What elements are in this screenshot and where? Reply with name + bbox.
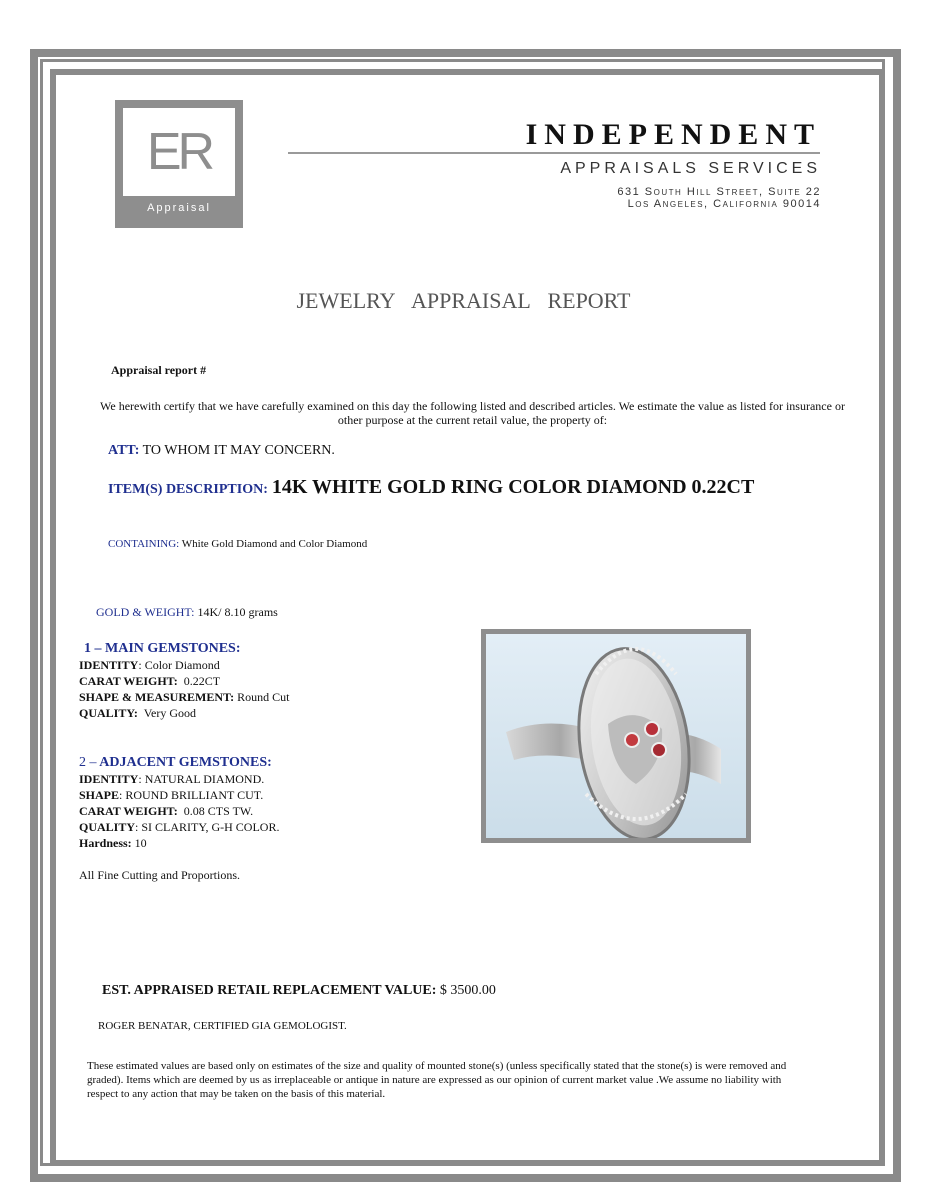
adjacent-carat: CARAT WEIGHT: 0.08 CTS TW. xyxy=(79,804,254,818)
adjacent-hardness: Hardness: 10 xyxy=(79,836,147,850)
gold-weight-label: GOLD & WEIGHT: xyxy=(96,605,195,619)
adjacent-quality: QUALITY: SI CLARITY, G-H COLOR. xyxy=(79,820,280,834)
adjacent-gemstones-heading: 2 – ADJACENT GEMSTONES: xyxy=(79,755,272,770)
main-quality: QUALITY: Very Good xyxy=(79,706,197,720)
item-description-label: ITEM(S) DESCRIPTION: xyxy=(108,482,268,497)
adjacent-shape: SHAPE: ROUND BRILLIANT CUT. xyxy=(79,788,264,802)
estimated-value-line xyxy=(102,983,496,999)
main-gemstones-heading: 1 – MAIN GEMSTONES: xyxy=(84,641,241,656)
gold-weight-line xyxy=(96,605,278,620)
address-line-2: Los Angeles, California 90014 xyxy=(627,198,821,210)
containing-label: CONTAINING: xyxy=(108,538,180,550)
main-carat: CARAT WEIGHT: 0.22CT xyxy=(79,674,221,688)
disclaimer-text: These estimated values are based only on estimates of the size and quality of mounted stone(s) (unless specifically stated that the stone(s) is were removed and graded). Items which are deemed by us as irreplaceable or antique in nature are expressed as our opinion of current market value .We assume no liability with respect to any action that may be taken on the basis of this material. xyxy=(87,1060,787,1100)
main-shape: SHAPE & MEASUREMENT: Round Cut xyxy=(79,690,290,704)
estimated-value: $ 3500.00 xyxy=(439,983,496,998)
main-identity: IDENTITY: Color Diamond xyxy=(79,658,220,672)
company-name: INDEPENDENT xyxy=(525,118,821,151)
logo-word: Appraisal xyxy=(123,196,235,220)
estimated-value-label: EST. APPRAISED RETAIL REPLACEMENT VALUE: xyxy=(102,983,437,998)
gold-weight-value: 14K/ 8.10 grams xyxy=(197,605,278,619)
att-label: ATT: xyxy=(108,443,140,458)
ring-photo xyxy=(481,629,751,843)
containing-value: White Gold Diamond and Color Diamond xyxy=(181,538,368,550)
report-number-label: Appraisal report # xyxy=(111,363,207,377)
containing-line xyxy=(108,538,367,550)
company-address xyxy=(617,186,821,210)
item-description xyxy=(108,476,754,499)
logo-mark: ER xyxy=(146,123,212,181)
company-subtitle: APPRAISALS SERVICES xyxy=(560,160,821,177)
adjacent-identity: IDENTITY: NATURAL DIAMOND. xyxy=(79,772,265,786)
adjacent-gemstones-section xyxy=(79,755,279,851)
certification-text: We herewith certify that we have carefully examined on this day the following listed and described articles. We estimate the value as listed for insurance or other purpose at the current retail value, the property of: xyxy=(100,399,845,427)
main-gemstones-section xyxy=(79,641,289,721)
item-description-value: 14K WHITE GOLD RING COLOR DIAMOND 0.22CT xyxy=(271,476,755,498)
report-title: JEWELRY APPRAISAL REPORT xyxy=(296,288,631,313)
fine-cutting-note: All Fine Cutting and Proportions. xyxy=(79,868,241,882)
gemologist-signature-line: ROGER BENATAR, CERTIFIED GIA GEMOLOGIST. xyxy=(98,1020,347,1032)
er-appraisal-logo xyxy=(115,100,243,228)
att-value: TO WHOM IT MAY CONCERN. xyxy=(142,443,335,458)
address-line-1: 631 South Hill Street, Suite 22 xyxy=(617,186,821,198)
header-divider xyxy=(288,152,820,154)
ring-image xyxy=(486,634,746,838)
att-line xyxy=(108,443,335,459)
